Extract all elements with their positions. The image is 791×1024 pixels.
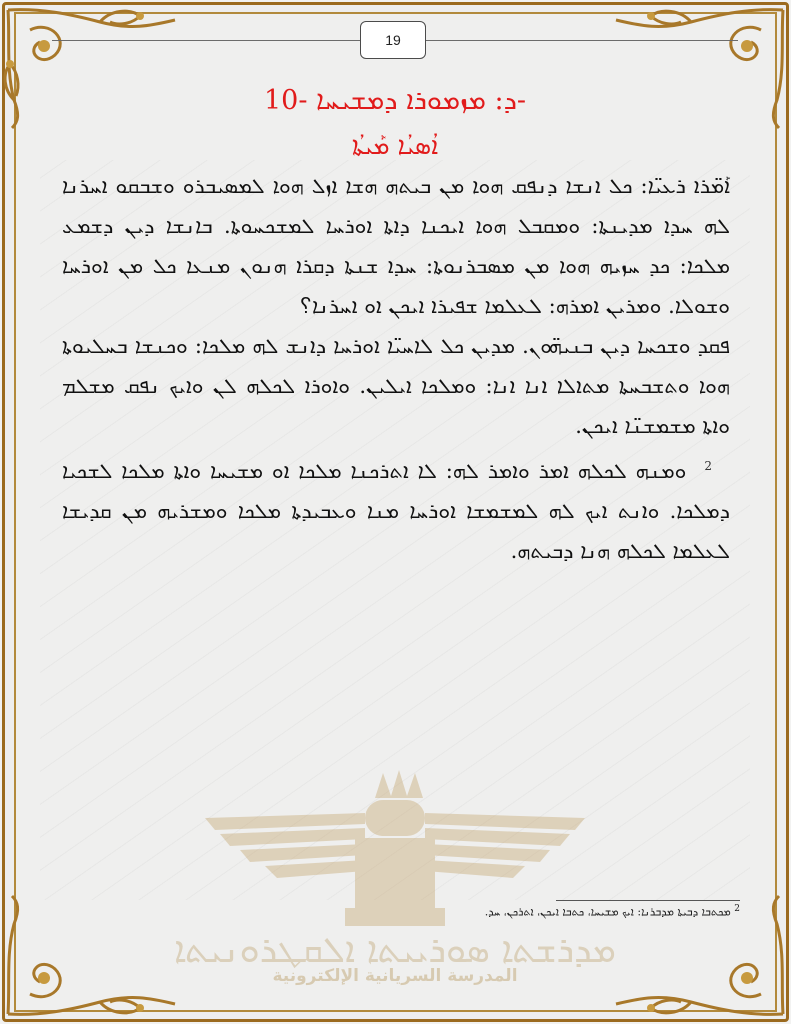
footnote-separator xyxy=(556,900,740,901)
paragraph-3 xyxy=(62,446,730,571)
watermark-school-subtitle: المدرسة السريانية الإلكترونية xyxy=(272,966,518,986)
page-number: 19 xyxy=(360,21,426,59)
footnote-number: 2 xyxy=(734,904,740,914)
footnote-reference[interactable]: 2 xyxy=(704,459,712,473)
paragraph-3-text: ܘܡܢܗ ܠܟܠܗ ܐܡܪ ܘܐܡܪ ܠܗ: ܠܐ ܐܬܪܟܢܐ ܡܠܟܐ ܐܘ ܡܫܝܚܐ ܘܐܬܐ ܡܠܟܐ ܠܫܟܝܐ ܕܡܠܟܐ. ܘܐܢܬ ܐܝܟ ܠܗ ܠܡܫܡܫܐ ܐܘܪܚܐ ܡܢܐ ܘܥܒܝܕܬܐ ܡܠܟܐ ܘܡܫܪܝܗ ܡܢ ܩܕܝܫܐ ܠܥܠܡܐ ܠܟܠܗ ܗܢܐ ܕܒܝܬܗ. xyxy=(62,459,730,563)
body-text xyxy=(62,166,730,571)
footnote xyxy=(378,904,740,920)
paragraph-2: ܦܩܕ ܘܫܟܚܐ ܕܝܢ ܒܢܝܗ̈ܘܢ. ܡܕܝܢ ܟܠ ܠܐܚܝ̈ܐ ܐܘܪܚܐ ܕܐܢܫ ܠܗ ܡܠܟܐ: ܘܟܢܫܐ ܒܚܠܝܘܬܐ ܗܘܐ ܘܬܫܒܚܬܐ ܡܬܐܠܐ ܐܢܐ ܐܢܐ: ܘܡܠܟܐ ܐܝܠܝܢ. ܘܐܘܪܐ ܠܟܠܗ ܠܢ ܘܐܝܟ ܢܦܩ ܡܫܠܡ ܘܐܬܐ ܡܫܡܫܢ̈ܐ ܐܝܟܢ. xyxy=(62,334,730,438)
lesson-subtitle: ܐܳܣܝܳܐ ܡܰܝܬܳܐ xyxy=(351,131,439,160)
lesson-title: ܕ: ܡܙܡܘܪܐ ܕܡܫܝܚܐ -10- xyxy=(263,85,527,116)
winged-sun-emblem-watermark xyxy=(205,768,585,948)
paragraph-1: ܐܰܡ̈ܪܐ ܪܥܝ̈ܐ: ܟܠ ܐܢܫܐ ܕܢܦܩ ܗܘܐ ܡܢ ܒܝܬܗ ܗܫܐ ܐܙܠ ܗܘܐ ܠܡܣܝܒܪܘ ܘܫܒܩܘ ܐܚܪܢܐ ܠܗ ܚܕܐ ܡܕܝܢܬܐ: ܘܡܩܒܠ ܗܘܐ ܐܝܟܢܐ ܕܐܬܐ ܐܘܪܚܐ ܠܡܫܟܚܘܬܐ. ܒܐܢܫܐ ܕܝܢ ܕܫܡܥ ܡܠܟܐ: ܟܕ ܚܙܝܗ ܗܘܐ ܡܢ ܡܣܒܪܢܘܬܐ: ܚܕܐ ܫܢܬܐ ܕܩܪܐ ܗܢܘܢ ܡܢܥܐ ܟܠ ܡܢ ܐܘܪܚܐ ܘܫܘܠܐ. ܘܡܪܝܢ ܐܡܪܗ: ܠܥܠܡܐ ܫܦܝܪܐ ܐܝܟܢ ܐܘ ܐܚܪܢܐ؟ xyxy=(62,174,730,318)
footnote-text: ܡܟܬܒܐ ܕܒܝܬܐ ܡܕܒܪܢܐ: ܐܝܟ ܡܫܝܚܐ، ܟܬܒܐ ܐܝܟܢ، ܐܬܪܟܢ، ܚܕ. xyxy=(484,905,731,919)
watermark-school-name: ܡܕܪܫܬܐ ܣܘܪܝܝܬܐ ܐܠܩܛܪܘܢܝܬܐ xyxy=(174,930,616,971)
